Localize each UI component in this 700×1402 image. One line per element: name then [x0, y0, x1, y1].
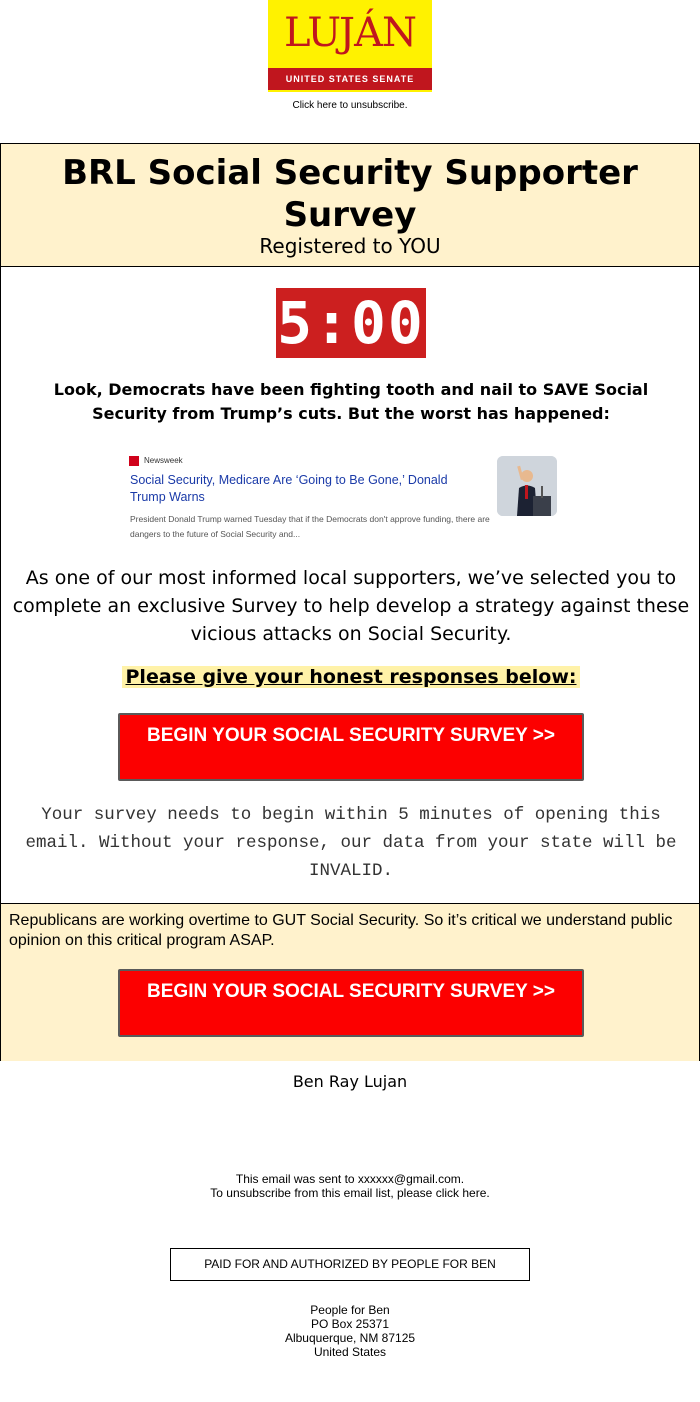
bottom-callout-text: Republicans are working overtime to GUT Social Security. So it’s critical we understand public opinion on this critical program ASAP. [9, 912, 673, 949]
footer-unsubscribe-link[interactable]: To unsubscribe from this email list, please click here. [210, 1186, 490, 1200]
page-subtitle: Registered to YOU [259, 234, 441, 258]
bottom-callout [1, 903, 699, 1061]
body-text: As one of our most informed local supporters, we’ve selected you to complete an exclusive Survey to help develop a strategy against these vicious attacks on Social Security. [12, 567, 690, 645]
warning-text: Your survey needs to begin within 5 minutes of opening this email. Without your response, our data from your state will be INVALID. [25, 805, 677, 881]
cta-line-text: Please give your honest responses below: [122, 666, 581, 688]
lujan-senate-logo[interactable] [268, 0, 432, 92]
person-at-podium-icon [497, 456, 557, 516]
news-card[interactable] [129, 454, 559, 544]
intro-text: Look, Democrats have been fighting tooth and nail to SAVE Social Security from Trump’s cuts. But the worst has happened: [53, 380, 649, 423]
mailing-address [0, 1303, 700, 1359]
news-source-label: Newsweek [144, 456, 183, 466]
news-photo-thumbnail [497, 456, 557, 516]
survey-card [0, 143, 700, 1061]
countdown-timer: 5:00 [277, 289, 425, 357]
news-snippet: President Donald Trump warned Tuesday that if the Democrats don't approve funding, there are dangers to the future of Social Security and... [130, 514, 490, 539]
address-line: Albuquerque, NM 87125 [284, 1331, 416, 1345]
paid-for-disclaimer: PAID FOR AND AUTHORIZED BY PEOPLE FOR BEN [170, 1248, 530, 1281]
address-line: People for Ben [310, 1303, 390, 1317]
page-title: BRL Social Security Supporter Survey [62, 153, 638, 235]
logo-band: UNITED STATES SENATE [268, 68, 432, 90]
signoff: Ben Ray Lujan [292, 1072, 408, 1091]
footer-sent-to: This email was sent to xxxxxx@gmail.com. [235, 1172, 465, 1186]
address-line: United States [313, 1345, 387, 1359]
logo-wordmark: LUJÁN [284, 10, 416, 56]
news-source [129, 456, 183, 466]
newsweek-logo-icon [129, 456, 139, 466]
news-headline[interactable]: Social Security, Medicare Are ‘Going to Be Gone,’ Donald Trump Warns [130, 473, 448, 504]
address-line: PO Box 25371 [310, 1317, 390, 1331]
footer-notice [0, 1172, 700, 1200]
begin-survey-button-bottom[interactable]: BEGIN YOUR SOCIAL SECURITY SURVEY >> [118, 969, 584, 1037]
unsubscribe-link-top[interactable]: Click here to unsubscribe. [292, 100, 408, 111]
survey-header [1, 144, 699, 267]
begin-survey-button[interactable]: BEGIN YOUR SOCIAL SECURITY SURVEY >> [118, 713, 584, 781]
cta-line [111, 666, 591, 688]
